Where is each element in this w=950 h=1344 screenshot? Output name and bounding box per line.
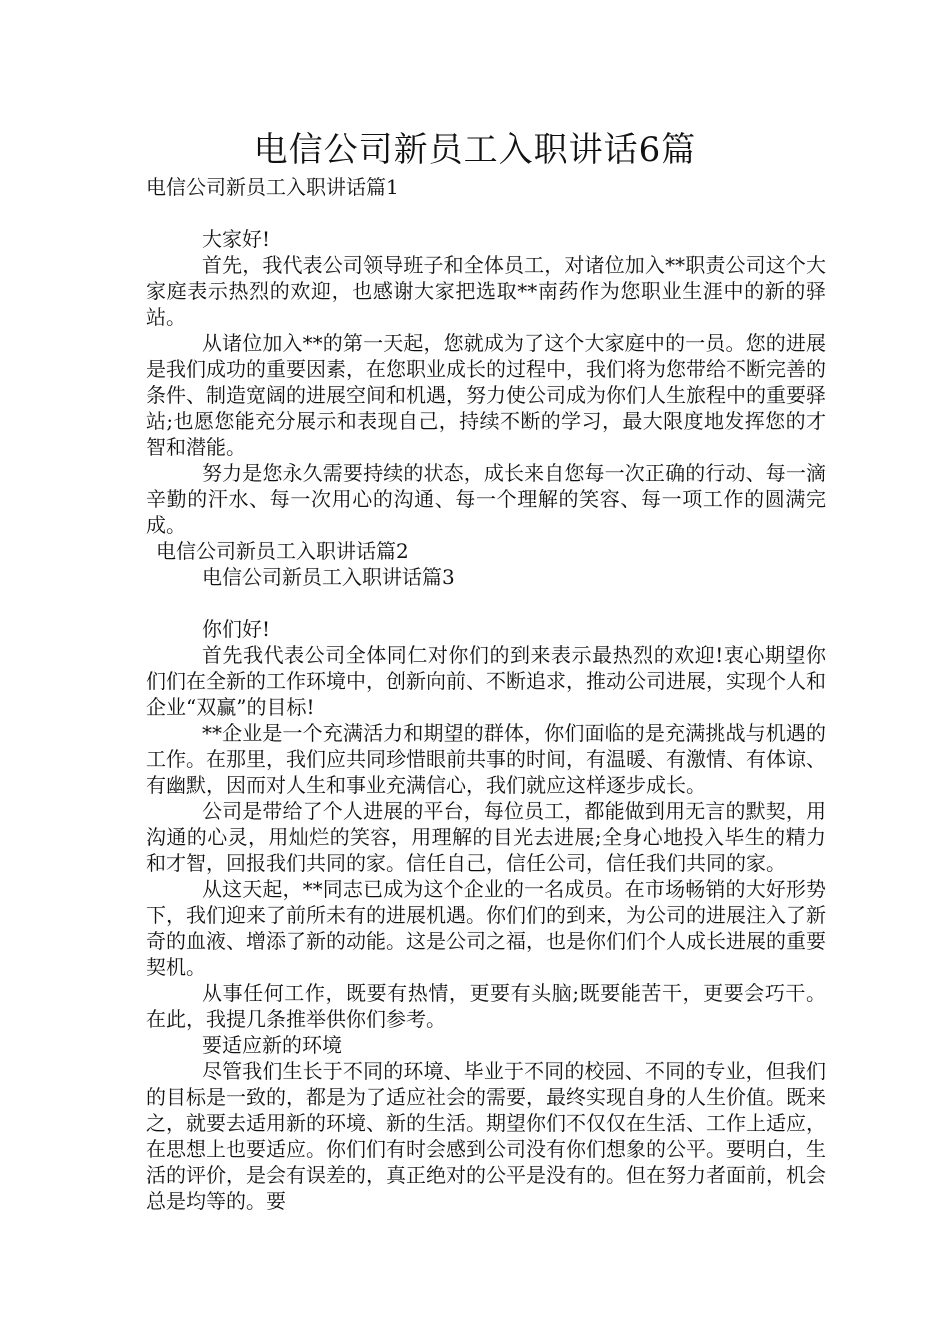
section-1-paragraph-1: 首先，我代表公司领导班子和全体员工，对诸位加入**职责公司这个大家庭表示热烈的欢迎，也感谢大家把选取**南药作为您职业生涯中的新的驿站。	[146, 253, 826, 329]
section-3-sub-paragraph-1: 尽管我们生长于不同的环境、毕业于不同的校园、不同的专业，但我们的目标是一致的，都是为了适应社会的需要，最终实现自身的人生价值。既来之，就要去适用新的环境、新的生活。期望你们不仅仅在生活、工作上适应，在思想上也要适应。你们们有时会感到公司没有你们想象的公平。要明白，生活的评价，是会有误差的，真正绝对的公平是没有的。但在努力者面前，机会总是均等的。要	[146, 1059, 826, 1213]
section-3-paragraph-4: 从这天起，**同志已成为这个企业的一名成员。在市场畅销的大好形势下，我们迎来了前所未有的进展机遇。你们们的到来，为公司的进展注入了新奇的血液、增添了新的动能。这是公司之福，也是你们们个人成长进展的重要契机。	[146, 877, 826, 979]
section-1-paragraph-2: 从诸位加入**的第一天起，您就成为了这个大家庭中的一员。您的进展是我们成功的重要因素，在您职业成长的过程中，我们将为您带给不断完善的条件、制造宽阔的进展空间和机遇，努力使公司成为你们人生旅程中的重要驿站;也愿您能充分展示和表现自己，持续不断的学习，最大限度地发挥您的才智和潜能。	[146, 331, 826, 459]
blank-line	[146, 200, 826, 226]
blank-line	[146, 590, 826, 616]
section-2-heading: 电信公司新员工入职讲话篇2	[156, 539, 409, 563]
section-3-paragraph-1: 首先我代表公司全体同仁对你们的到来表示最热烈的欢迎!衷心期望你们们在全新的工作环境中，创新向前、不断追求，推动公司进展，实现个人和企业“双赢”的目标!	[146, 643, 826, 719]
section-1-greeting: 大家好!	[202, 227, 271, 251]
section-3-paragraph-2: **企业是一个充满活力和期望的群体，你们面临的是充满挑战与机遇的工作。在那里，我们应共同珍惜眼前共事的时间，有温暖、有激情、有体谅、有幽默，因而对人生和事业充满信心，我们就应这样逐步成长。	[146, 721, 826, 797]
section-1-heading: 电信公司新员工入职讲话篇1	[146, 175, 399, 199]
section-3-subheading: 要适应新的环境	[202, 1033, 342, 1057]
section-3-paragraph-5: 从事任何工作，既要有热情，更要有头脑;既要能苦干，更要会巧干。在此，我提几条推举供你们参考。	[146, 981, 826, 1031]
section-3-heading: 电信公司新员工入职讲话篇3	[202, 565, 455, 589]
section-3-greeting: 你们好!	[202, 617, 271, 641]
document-body	[146, 174, 826, 1214]
document-title: 电信公司新员工入职讲话6篇	[253, 130, 697, 170]
section-1-paragraph-3: 努力是您永久需要持续的状态，成长来自您每一次正确的行动、每一滴辛勤的汗水、每一次用心的沟通、每一个理解的笑容、每一项工作的圆满完成。	[146, 461, 826, 537]
section-3-paragraph-3: 公司是带给了个人进展的平台，每位员工，都能做到用无言的默契，用沟通的心灵，用灿烂的笑容，用理解的目光去进展;全身心地投入毕生的精力和才智，回报我们共同的家。信任自己，信任公司，信任我们共同的家。	[146, 799, 826, 875]
